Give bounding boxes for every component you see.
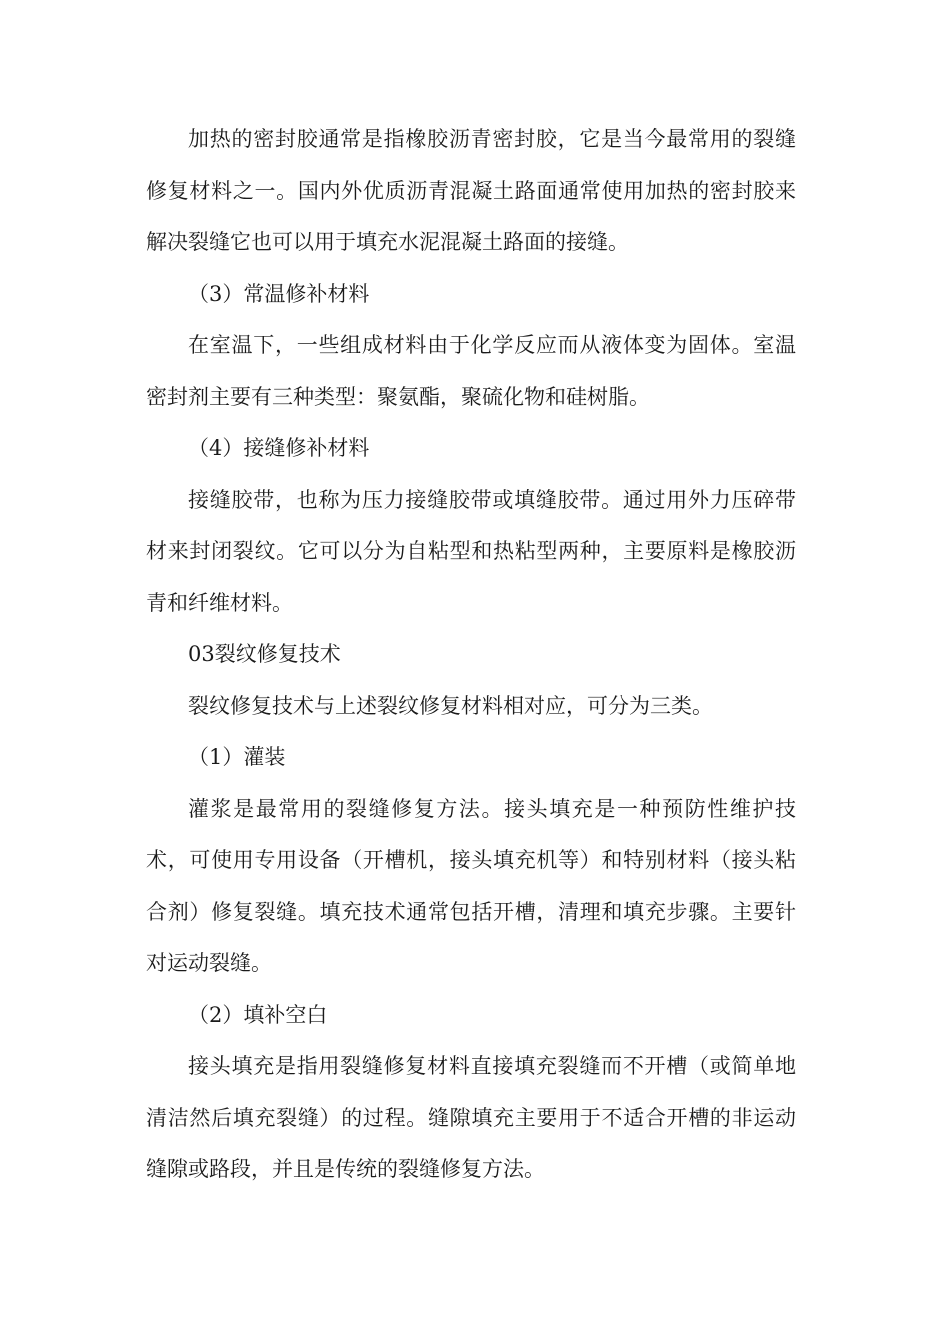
heading-fill-gap: （2）填补空白 — [188, 1002, 328, 1027]
paragraph-joint-tape: 接缝胶带，也称为压力接缝胶带或填缝胶带。通过用外力压碎带材来封闭裂纹。它可以分为自粘型和热粘型两种，主要原料是橡胶沥青和纤维材料。 — [146, 487, 796, 615]
heading-repair-technique: 03裂纹修复技术 — [188, 642, 341, 666]
paragraph-pouring: 灌浆是最常用的裂缝修复方法。接头填充是一种预防性维护技术，可使用专用设备（开槽机，接头填充机等）和特别材料（接头粘合剂）修复裂缝。填充技术通常包括开槽，清理和填充步骤。主要针对运动裂缝。 — [146, 796, 796, 975]
paragraph-room-temp-sealant: 在室温下，一些组成材料由于化学反应而从液体变为固体。室温密封剂主要有三种类型：聚氨酯，聚硫化物和硅树脂。 — [146, 333, 796, 409]
document-body — [146, 114, 796, 1196]
paragraph-fill-gap: 接头填充是指用裂缝修复材料直接填充裂缝而不开槽（或简单地清洁然后填充裂缝）的过程。缝隙填充主要用于不适合开槽的非运动缝隙或路段，并且是传统的裂缝修复方法。 — [146, 1054, 796, 1181]
heading-pouring: （1）灌装 — [188, 745, 286, 769]
paragraph-hot-sealant: 加热的密封胶通常是指橡胶沥青密封胶，它是当今最常用的裂缝修复材料之一。国内外优质沥青混凝土路面通常使用加热的密封胶来解决裂缝它也可以用于填充水泥混凝土路面的接缝。 — [146, 127, 796, 254]
paragraph-technique-intro: 裂纹修复技术与上述裂纹修复材料相对应，可分为三类。 — [188, 693, 713, 718]
heading-room-temp-material: （3）常温修补材料 — [188, 281, 370, 306]
heading-joint-material: （4）接缝修补材料 — [188, 436, 370, 460]
